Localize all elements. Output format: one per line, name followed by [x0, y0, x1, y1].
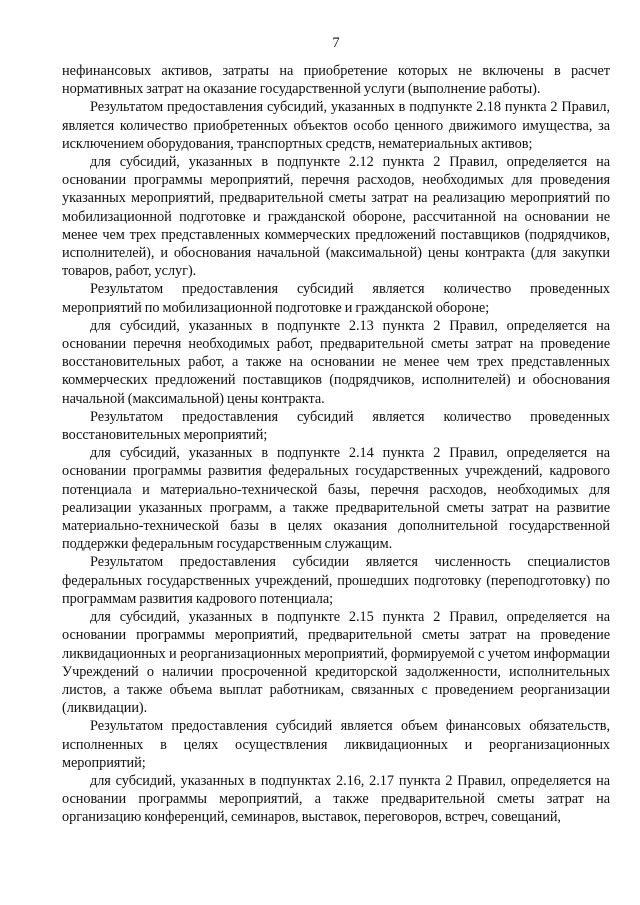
page-number: 7 — [332, 35, 340, 51]
paragraph-1: нефинансовых активов, затраты на приобретение которых не включены в расчет нормативных затрат на оказание государственной услуги (выполнение работы). — [62, 63, 610, 98]
paragraph-4: Результатом предоставления субсидий является количество проведенных мероприятий по мобилизационной подготовке и гражданской обороне; — [62, 281, 610, 316]
paragraph-7: для субсидий, указанных в подпункте 2.14 пункта 2 Правил, определяется на основании программы развития федеральных государственных учреждений, кадрового потенциала и материально-технической базы, перечня расходов, необходимых для реализации указанных программ, а также предварительной сметы затрат на развитие материально-технической базы в целях оказания дополнительной государственной поддержки федеральным государственным служащим. — [62, 445, 610, 553]
paragraph-2: Результатом предоставления субсидий, указанных в подпункте 2.18 пункта 2 Правил, является количество приобретенных объектов особо ценного движимого имущества, за исключением оборудования, транспортных средств, нематериальных активов; — [62, 99, 610, 152]
paragraph-10: Результатом предоставления субсидий является объем финансовых обязательств, исполненных в целях осуществления ликвидационных и реорганизационных мероприятий; — [62, 718, 610, 771]
paragraph-6: Результатом предоставления субсидий является количество проведенных восстановительных мероприятий; — [62, 408, 610, 444]
paragraph-11: для субсидий, указанных в подпунктах 2.16, 2.17 пункта 2 Правил, определяется на основании программы мероприятий, а также предварительной сметы затрат на организацию конференций, семинаров, выставок, переговоров, встреч, совещаний, — [62, 772, 610, 826]
document-page — [62, 34, 610, 827]
paragraph-8: Результатом предоставления субсидии является численность специалистов федеральных государственных учреждений, прошедших подготовку (переподготовку) по программам развития кадрового потенциала; — [62, 554, 610, 607]
paragraph-9: для субсидий, указанных в подпункте 2.15 пункта 2 Правил, определяется на основании программы мероприятий, предварительной сметы затрат на проведение ликвидационных и реорганизационных мероприятий, формируемой с учетом информации Учреждений о наличии просроченной кредиторской задолженности, исполнительных листов, а также объема выплат работникам, связанных с проведением реорганизации (ликвидации). — [62, 609, 610, 717]
paragraph-5: для субсидий, указанных в подпункте 2.13 пункта 2 Правил, определяется на основании перечня необходимых работ, предварительной сметы затрат на проведение восстановительных работ, а также на основании не менее чем трех представленных коммерческих предложений поставщиков (подрядчиков, исполнителей) и обоснования начальной (максимальной) цены контракта. — [62, 317, 610, 407]
paragraph-3: для субсидий, указанных в подпункте 2.12 пункта 2 Правил, определяется на основании программы мероприятий, перечня расходов, необходимых для проведения указанных мероприятий, предварительной сметы затрат на реализацию мероприятий по мобилизационной подготовке и гражданской обороне, рассчитанной на основании не менее чем трех представленных коммерческих предложений поставщиков (подрядчиков, исполнителей), и обоснования начальной (максимальной) цены контракта (для закупки товаров, работ, услуг). — [62, 154, 610, 280]
